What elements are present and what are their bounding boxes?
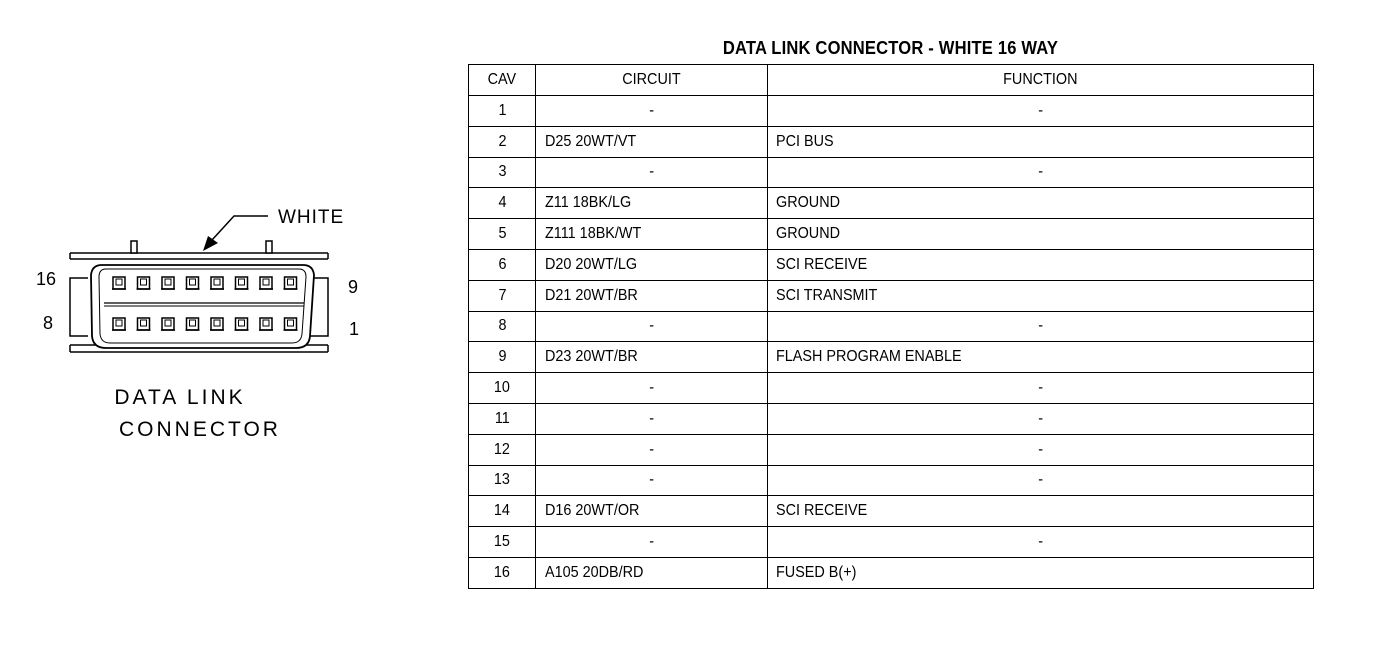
cell-circuit: D23 20WT/BR: [536, 342, 768, 373]
table-row: [469, 342, 1314, 373]
connector-pin: [210, 318, 224, 330]
cell-cav: 9: [469, 342, 536, 373]
cell-function: -: [768, 465, 1314, 496]
cell-function: FLASH PROGRAM ENABLE: [768, 342, 1314, 373]
cell-circuit: D25 20WT/VT: [536, 126, 768, 157]
table-title: DATA LINK CONNECTOR - WHITE 16 WAY: [722, 38, 1059, 58]
cell-circuit: -: [536, 527, 768, 558]
cell-cav: 13: [469, 465, 536, 496]
header-circuit: CIRCUIT: [536, 65, 768, 96]
cell-cav: 7: [469, 280, 536, 311]
cell-circuit: -: [536, 96, 768, 127]
connector-pin: [284, 318, 298, 330]
header-function: FUNCTION: [768, 65, 1314, 96]
cell-cav: 2: [469, 126, 536, 157]
cell-cav: 15: [469, 527, 536, 558]
connector-pinout-table: [468, 64, 1314, 589]
connector-pin: [112, 318, 126, 330]
cell-circuit: -: [536, 403, 768, 434]
diagram-caption-line2: CONNECTOR: [119, 418, 281, 441]
table-row: [469, 527, 1314, 558]
table-row: [469, 434, 1314, 465]
table-row: [469, 280, 1314, 311]
table-row: [469, 96, 1314, 127]
cell-cav: 3: [469, 157, 536, 188]
table-row: [469, 219, 1314, 250]
cell-function: SCI RECEIVE: [768, 249, 1314, 280]
cell-circuit: -: [536, 465, 768, 496]
connector-pin: [259, 318, 273, 330]
cell-function: -: [768, 96, 1314, 127]
cell-circuit: -: [536, 311, 768, 342]
connector-pin: [210, 277, 224, 289]
white-arrow-head: [203, 236, 218, 251]
white-leader-arrow: [212, 216, 268, 240]
table-body: [469, 96, 1314, 589]
cell-circuit: -: [536, 157, 768, 188]
connector-diagram: [0, 0, 460, 668]
cell-circuit: D16 20WT/OR: [536, 496, 768, 527]
cell-cav: 1: [469, 96, 536, 127]
cell-cav: 14: [469, 496, 536, 527]
white-label: WHITE: [278, 207, 345, 228]
connector-pin: [186, 318, 200, 330]
table-row: [469, 157, 1314, 188]
pin-label-16: 16: [36, 269, 57, 289]
connector-pin: [235, 277, 249, 289]
table-row: [469, 403, 1314, 434]
table-row: [469, 373, 1314, 404]
pin-label-9: 9: [348, 277, 359, 297]
cell-function: SCI RECEIVE: [768, 496, 1314, 527]
connector-pin: [161, 318, 175, 330]
cell-function: PCI BUS: [768, 126, 1314, 157]
cell-function: SCI TRANSMIT: [768, 280, 1314, 311]
connector-pin: [284, 277, 298, 289]
cell-function: -: [768, 527, 1314, 558]
pin-label-1: 1: [349, 319, 360, 339]
cell-function: GROUND: [768, 188, 1314, 219]
cell-function: -: [768, 434, 1314, 465]
connector-pin: [186, 277, 200, 289]
connector-pin: [112, 277, 126, 289]
table-row: [469, 126, 1314, 157]
pin-label-8: 8: [43, 313, 54, 333]
connector-top-rail: [70, 241, 328, 259]
cell-cav: 6: [469, 249, 536, 280]
table-row: [469, 188, 1314, 219]
table-row: [469, 496, 1314, 527]
cell-cav: 12: [469, 434, 536, 465]
cell-function: -: [768, 157, 1314, 188]
cell-circuit: D20 20WT/LG: [536, 249, 768, 280]
cell-circuit: Z11 18BK/LG: [536, 188, 768, 219]
cell-circuit: -: [536, 373, 768, 404]
cell-function: -: [768, 311, 1314, 342]
cell-function: GROUND: [768, 219, 1314, 250]
cell-circuit: Z111 18BK/WT: [536, 219, 768, 250]
cell-circuit: D21 20WT/BR: [536, 280, 768, 311]
cell-cav: 16: [469, 557, 536, 588]
connector-pin: [137, 277, 151, 289]
connector-pin: [235, 318, 249, 330]
cell-function: -: [768, 373, 1314, 404]
table-row: [469, 557, 1314, 588]
table-row: [469, 465, 1314, 496]
connector-pin: [161, 277, 175, 289]
cell-cav: 5: [469, 219, 536, 250]
connector-pin: [137, 318, 151, 330]
cell-function: FUSED B(+): [768, 557, 1314, 588]
table-row: [469, 311, 1314, 342]
cell-cav: 4: [469, 188, 536, 219]
cell-cav: 8: [469, 311, 536, 342]
cell-circuit: -: [536, 434, 768, 465]
header-cav: CAV: [469, 65, 536, 96]
table-row: [469, 249, 1314, 280]
connector-pin: [259, 277, 273, 289]
cell-cav: 10: [469, 373, 536, 404]
table-header-row: [469, 65, 1314, 96]
cell-circuit: A105 20DB/RD: [536, 557, 768, 588]
cell-cav: 11: [469, 403, 536, 434]
diagram-caption-line1: DATA LINK: [114, 386, 246, 409]
cell-function: -: [768, 403, 1314, 434]
